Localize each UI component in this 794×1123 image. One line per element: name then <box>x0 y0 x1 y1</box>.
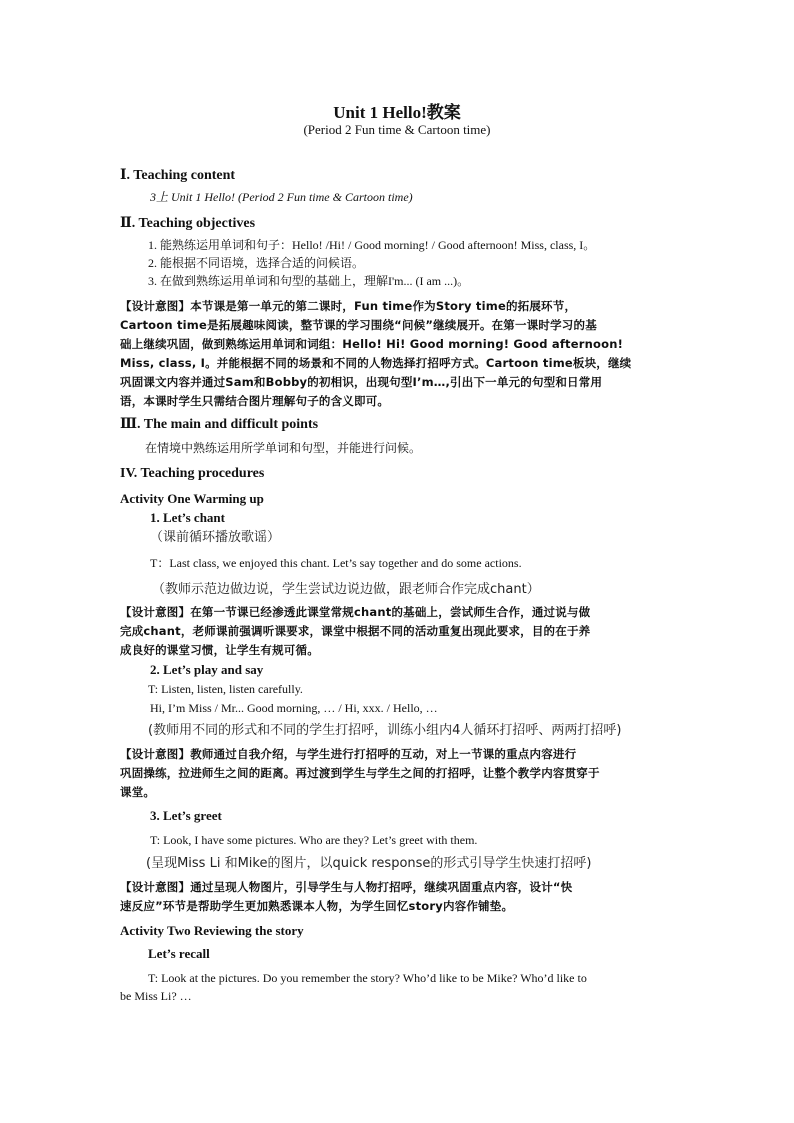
greet-teacher-line: T: Look, I have some pictures. Who are they? Let’s greet with them. <box>150 833 478 847</box>
design-intent-objectives <box>120 297 680 411</box>
design-line: Cartoon time是拓展趣味阅读，整节课的学习围绕“问候”继续展开。在第一课时学习的基 <box>120 318 597 332</box>
design-line: 巩固课文内容并通过Sam和Bobby的初相识，出现句型I’m…,引出下一单元的句型和日常用 <box>120 375 603 389</box>
play-line-1: T: Listen, listen, listen carefully. <box>148 682 303 696</box>
design-line: Miss, class, I。并能根据不同的场景和不同的人物选择打招呼方式。Cartoon time板块，继续 <box>120 356 632 370</box>
section-3-heading: Ⅲ. The main and difficult points <box>120 417 319 432</box>
section-3-content: 在情境中熟练运用所学单词和句型，并能进行问候。 <box>145 441 422 455</box>
objective-item: 2. 能根据不同语境，选择合适的问候语。 <box>148 256 365 270</box>
design-intent-play <box>120 745 680 802</box>
design-line: 课堂。 <box>120 785 156 799</box>
section-1-heading: Ⅰ. Teaching content <box>120 168 236 183</box>
design-line: 成良好的课堂习惯，让学生有规可循。 <box>120 643 319 657</box>
chant-note: （课前循环播放歌谣） <box>150 530 281 545</box>
recall-line-2: be Miss Li? … <box>120 989 192 1003</box>
section-2-heading: Ⅱ. Teaching objectives <box>120 216 256 231</box>
activity-one-heading: Activity One Warming up <box>120 491 264 506</box>
recall-heading: Let’s recall <box>148 946 210 961</box>
design-line: 语，本课时学生只需结合图片理解句子的含义即可。 <box>120 394 390 408</box>
section-4-heading: IV. Teaching procedures <box>120 466 265 481</box>
design-line: 【设计意图】教师通过自我介绍，与学生进行打招呼的互动，对上一节课的重点内容进行 <box>120 747 577 761</box>
recall-line-1: T: Look at the pictures. Do you remember the story? Who’d like to be Mike? Who’d like to <box>148 971 587 985</box>
design-intent-greet <box>120 878 680 916</box>
play-line-2: Hi, I’m Miss / Mr... Good morning, … / Hi, xxx. / Hello, … <box>150 701 438 715</box>
chant-heading: 1. Let’s chant <box>150 510 225 525</box>
chant-teacher-line: T：Last class, we enjoyed this chant. Let’s say together and do some actions. <box>150 556 522 570</box>
objective-item: 3. 在做到熟练运用单词和句型的基础上，理解I'm... (I am ...)。 <box>148 274 470 288</box>
design-line: 速反应”环节是帮助学生更加熟悉课本人物，为学生回忆story内容作铺垫。 <box>120 899 514 913</box>
play-say-heading: 2. Let’s play and say <box>150 662 264 677</box>
chant-note-2: （教师示范边做边说，学生尝试边说边做，跟老师合作完成chant） <box>152 582 540 597</box>
design-line: 【设计意图】本节课是第一单元的第二课时，Fun time作为Story time的拓展环节， <box>120 299 577 313</box>
activity-two-heading: Activity Two Reviewing the story <box>120 923 304 938</box>
design-line: 巩固操练，拉进师生之间的距离。再过渡到学生与学生之间的打招呼，让整个教学内容贯穿于 <box>120 766 600 780</box>
design-line: 【设计意图】通过呈现人物图片，引导学生与人物打招呼，继续巩固重点内容，设计“快 <box>120 880 573 894</box>
section-1-content: 3上 Unit 1 Hello! (Period 2 Fun time & Cartoon time) <box>150 190 413 204</box>
design-line: 础上继续巩固，做到熟练运用单词和词组：Hello! Hi! Good morning! Good afternoon! <box>120 337 624 351</box>
design-intent-chant <box>120 603 680 660</box>
document-subtitle: (Period 2 Fun time & Cartoon time) <box>303 122 491 137</box>
play-note: (教师用不同的形式和不同的学生打招呼，训练小组内4人循环打招呼、两两打招呼) <box>148 723 622 738</box>
greet-heading: 3. Let’s greet <box>150 808 222 823</box>
objective-item: 1. 能熟练运用单词和句子：Hello! /Hi! / Good morning! / Good afternoon! Miss, class, I。 <box>148 238 596 252</box>
design-line: 完成chant，老师课前强调听课要求，课堂中根据不同的活动重复出现此要求，目的在于养 <box>120 624 591 638</box>
greet-note: (呈现Miss Li 和Mike的图片，以quick response的形式引导学生快速打招呼) <box>146 856 592 871</box>
document-title: Unit 1 Hello!教案 <box>333 103 461 122</box>
design-line: 【设计意图】在第一节课已经渗透此课堂常规chant的基础上，尝试师生合作，通过说与做 <box>120 605 591 619</box>
